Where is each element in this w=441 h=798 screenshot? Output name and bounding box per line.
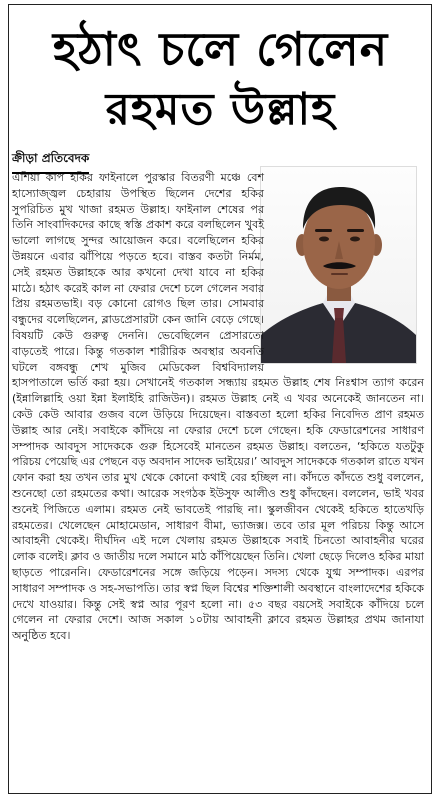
article-body — [12, 170, 424, 644]
byline: ক্রীড়া প্রতিবেদক — [12, 150, 89, 174]
headline-line-2: রহমত উল্লাহ — [105, 84, 336, 135]
photo-wrap-space — [264, 170, 424, 368]
article-text: এশিয়া কাপ হকির ফাইনালে পুরস্কার বিতরণী মঞ্চে বেশ হাস্যোজ্জ্বল চেহারায় উপস্থিত ছিলেন দেশের হকির সুপরিচিত মুখ খাজা রহমত উল্লাহ। ফাইনাল শেষের পর তিনি সাংবাদিকদের কাছে স্বস্তি প্রকাশ করে বলছিলেন খুবই ভালো লাগছে সুন্দর আয়োজন করে। বলেছিলেন হকির উন্নয়নে এবার ঝাঁপিয়ে পড়তে হবে। বাস্তব কতটা নির্মম, সেই রহমত উল্লাহকে আর কখনো দেখা যাবে না হকির মাঠে। হঠাৎ করেই কাল না ফেরার দেশে চলে গেলেন সবার প্রিয় রহমতভাই। বড় কোনো রোগও ছিল তার। সোমবার বন্ধুদের বলেছিলেন, ব্লাডপ্রেসারটা কেন জানি বেড়ে গেছে। বিষয়টি কেউ গুরুত্ব দেননি। ভেবেছিলেন প্রেসারতো বাড়তেই পারে। কিন্তু গতকাল শারীরিক অবস্থার অবনতি ঘটলে বঙ্গবন্ধু শেখ মুজিব মেডিকেল বিশ্ববিদ্যালয় হাসপাতালে ভর্তি করা হয়। সেখানেই গতকাল সন্ধ্যায় রহমত উল্লাহ শেষ নিঃশ্বাস ত্যাগ করেন (ইন্নালিল্লাহি ওয়া ইন্না ইলাইহি রাজিউন)। রহমত উল্লাহ নেই এ খবর অনেকেই জানতেন না। কেউ কেউ আবার গুজব বলে উড়িয়ে দিয়েছেন। বাস্তবতা হলো হকির নিবেদিত প্রাণ রহমত উল্লাহ আর নেই। সবাইকে কাঁদিয়ে না ফেরার দেশে চলে গেছেন। হকি ফেডারেশনের সাধারণ সম্পাদক আবদুস সাদেককে গুরু হিসেবেই মানতেন রহমত উল্লাহ। বলতেন, ‘হকিতে যতটুকু পরিচয় পেয়েছি এর পেছনে বড় অবদান সাদেক ভাইয়ের।’ আবদুস সাদেককে গতকাল রাতে যখন ফোন করা হয় তখন তার মুখ থেকে কোনো কথাই বের হচ্ছিল না। কাঁদতে কাঁদতে শুধু বললেন, শুনেছো তো রহমতের কথা। আরেক সংগঠক ইউসুফ আলীও শুধু কাঁদছেন। বললেন, ভাই খবর শুনেই পিজিতে এলাম। রহমত নেই ভাবতেই পারছি না। স্কুলজীবন থেকেই হকিতে হাতেখড়ি রহমতের। খেলেছেন মোহামেডান, সাধারণ বীমা, ভ্যাজক্স। তবে তার মূল পরিচয় কিন্তু আসে আবাহনী থেকেই। দীর্ঘদিন এই দলে খেলায় রহমত উল্লাহকে সবাই চিনতো আবাহনীর ঘরের লোক বলেই। ক্লাব ও জাতীয় দলে সমানে মাঠ কাঁপিয়েছেন তিনি। খেলা ছেড়ে দিলেও হকির মায়া ছাড়তে পারেননি। ফেডারেশনের সঙ্গে জড়িয়ে পড়েন। সদস্য থেকে যুগ্ম সম্পাদক। এরপর সাধারণ সম্পাদক ও সহ-সভাপতি। তার স্বপ্ন ছিল বিশ্বের শক্তিশালী অবস্থানে বাংলাদেশের হকিকে দেখে যাওয়ার। কিন্তু সেই স্বপ্ন আর পূরণ হলো না। ৫৩ বছর বয়সেই সবাইকে কাঁদিয়ে চলে গেলেন না ফেরার দেশে। আজ সকাল ১০টায় আবাহনী ক্লাবে রহমত উল্লাহর প্রথম জানাযা অনুষ্ঠিত হবে। — [12, 171, 424, 643]
headline-line-1: হঠাৎ চলে গেলেন — [52, 22, 389, 76]
